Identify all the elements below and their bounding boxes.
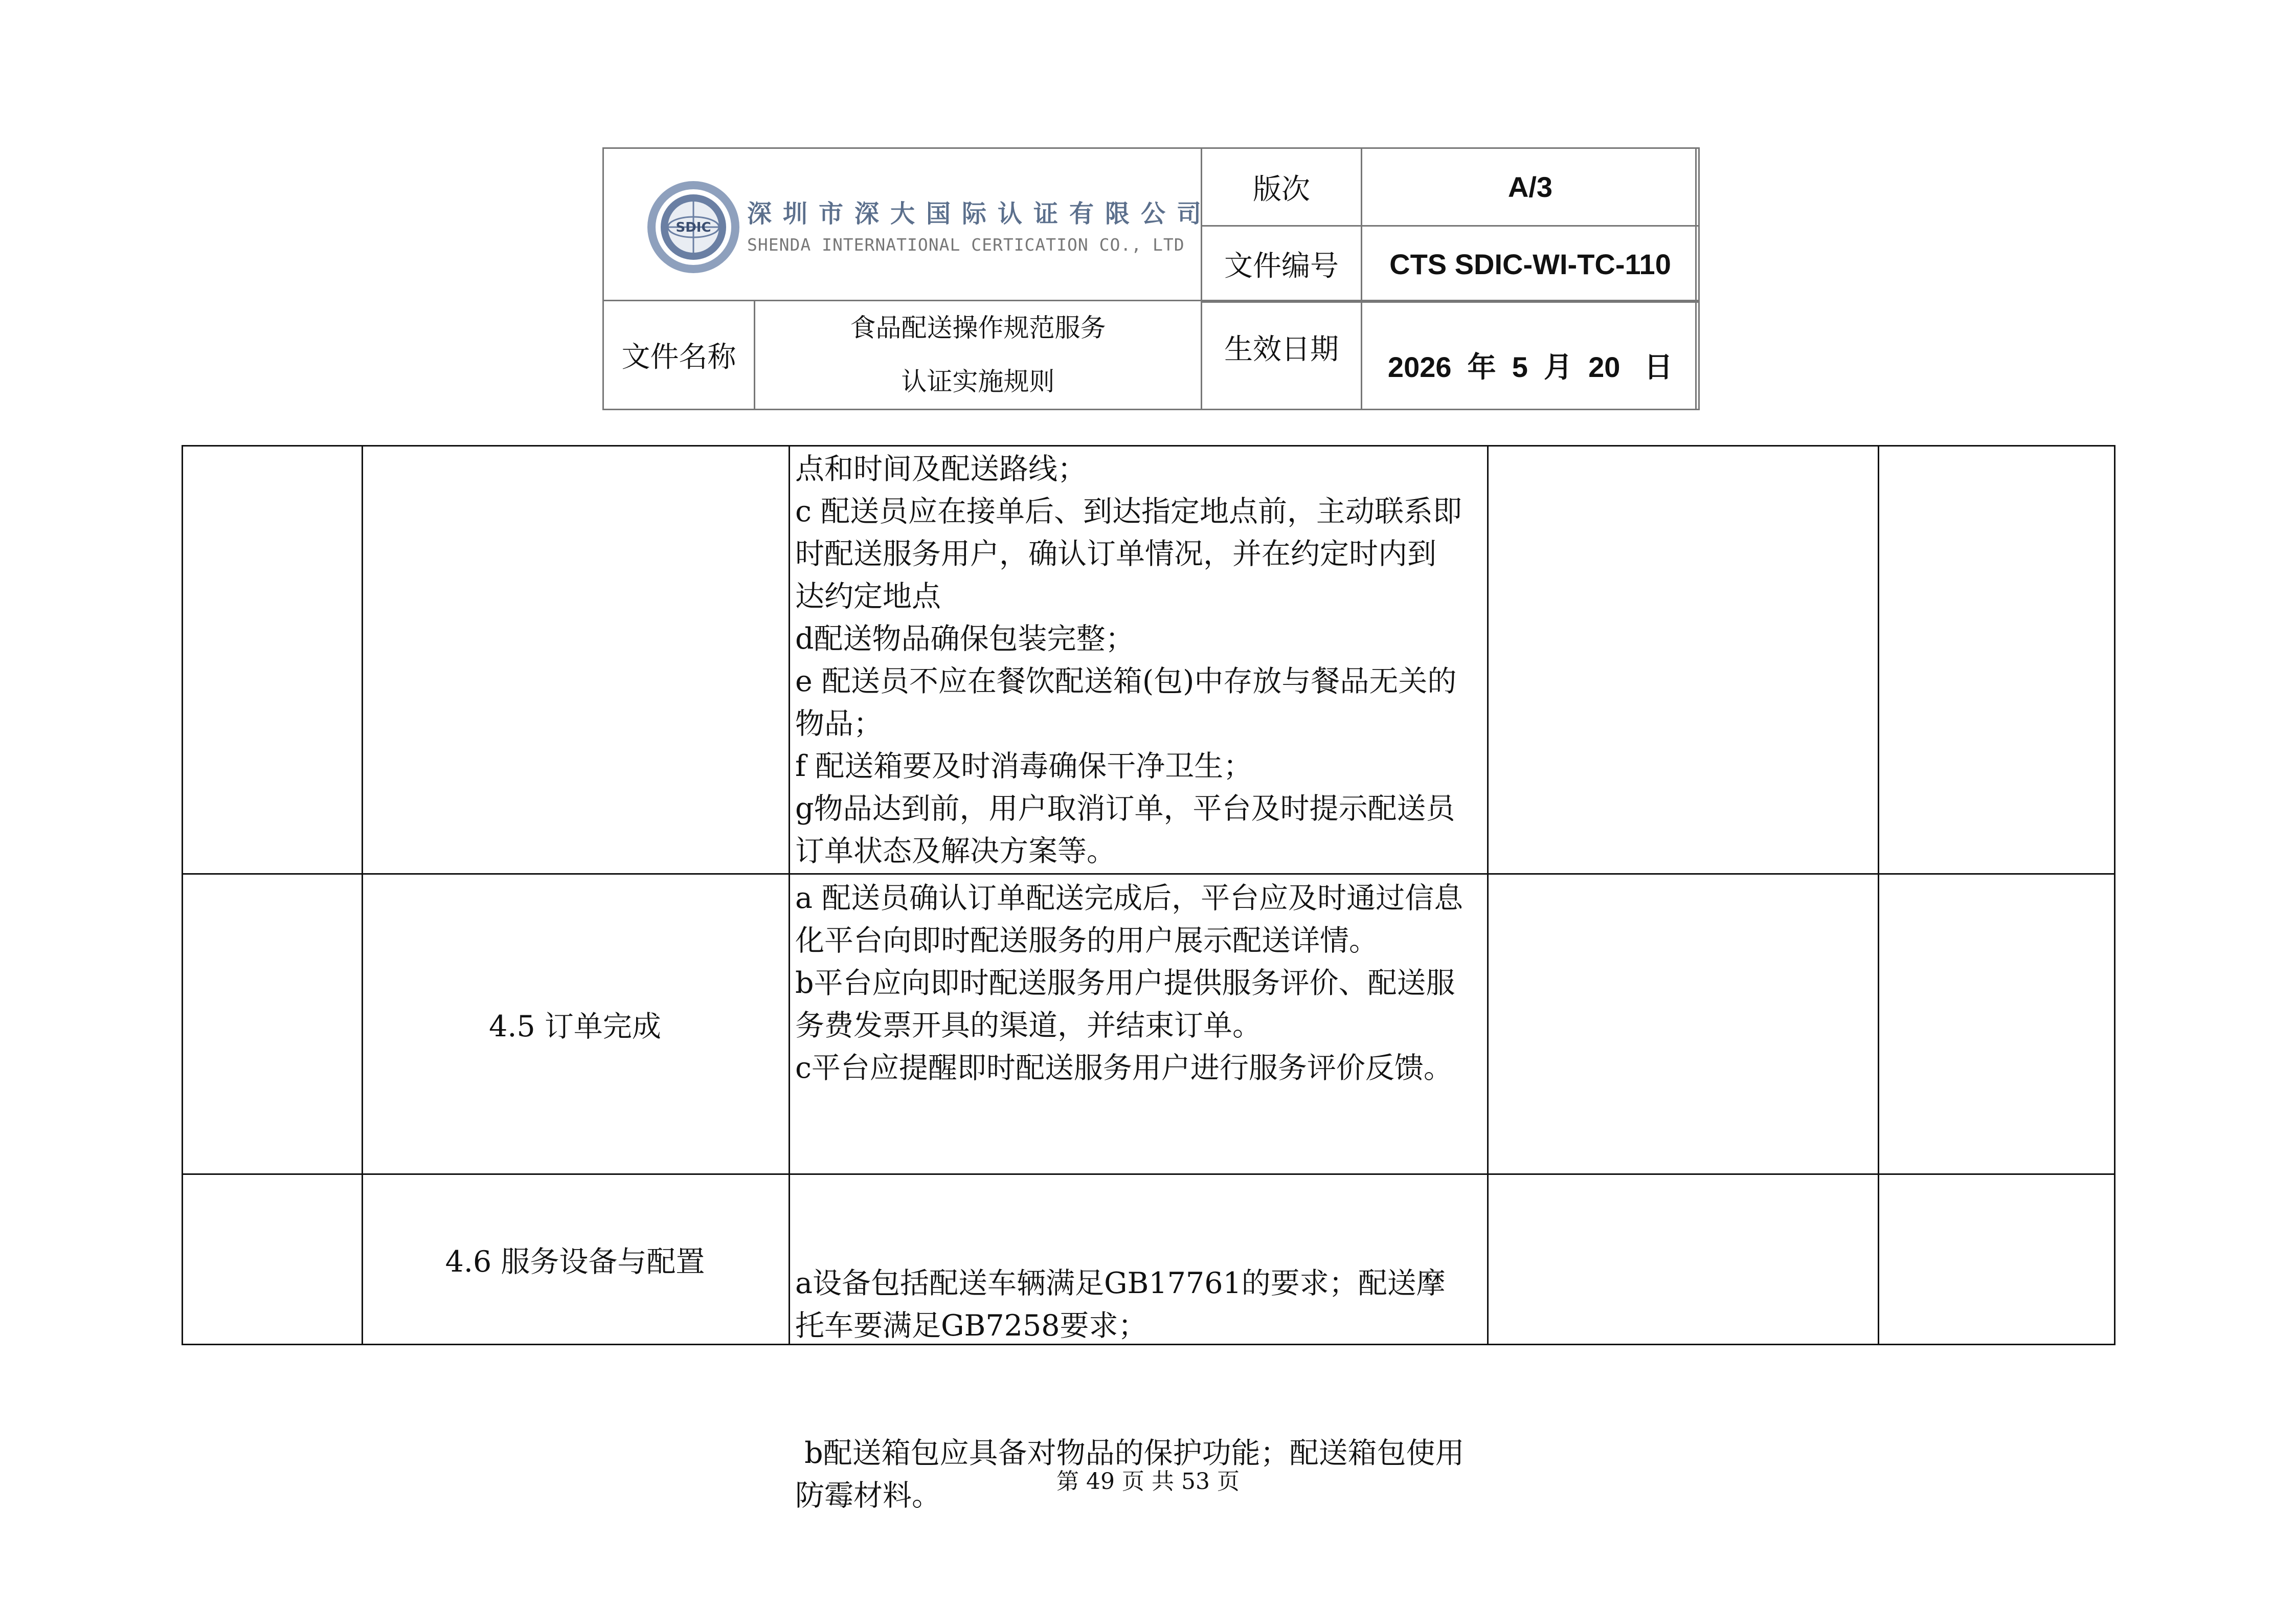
- doc-name-line-1: 食品配送操作规范服务: [850, 313, 1106, 343]
- table-row-content: [795, 877, 1465, 1089]
- company-name-en: SHENDA INTERNATIONAL CERTICATION CO., LTD: [747, 235, 1185, 255]
- table-column-divider: [1487, 445, 1489, 1345]
- company-name-cn: 深圳市深大国际认证有限公司: [747, 199, 1213, 228]
- table-column-divider: [1878, 445, 1879, 1345]
- table-row-content: [795, 448, 1465, 873]
- content-line: a 配送员确认订单配送完成后，平台应及时通过信息化平台向即时配送服务的用户展示配送详情。: [795, 881, 1464, 958]
- doc-name-value: [754, 300, 1202, 410]
- document-header: [602, 147, 1697, 410]
- doc-number-label: 文件编号: [1201, 225, 1362, 303]
- doc-name-line-2: 认证实施规则: [901, 367, 1055, 396]
- content-line: e 配送员不应在餐饮配送箱(包)中存放与餐品无关的物品；: [795, 664, 1457, 741]
- table-border-left: [182, 445, 183, 1345]
- table-column-divider: [789, 445, 790, 1345]
- table-border-right: [2114, 445, 2115, 1345]
- company-logo: [645, 179, 1213, 281]
- content-line: f 配送箱要及时消毒确保干净卫生；: [795, 749, 1253, 783]
- seal-text: SDIC: [676, 220, 711, 235]
- content-line: d配送物品确保包装完整；: [795, 622, 1135, 656]
- table-row-content: [795, 1177, 1465, 1602]
- content-line: b配送箱包应具备对物品的保护功能；配送箱包使用防霉材料。: [795, 1436, 1465, 1512]
- content-line: a设备包括配送车辆满足GB17761的要求；配送摩托车要满足GB7258要求；: [795, 1266, 1446, 1343]
- content-line: c 配送员应在接单后、到达指定地点前，主动联系即时配送服务用户，确认订单情况，并在约定时内到达约定地点: [795, 495, 1462, 613]
- content-line: c平台应提醒即时配送服务用户进行服务评价反馈。: [795, 1051, 1453, 1085]
- version-value: A/3: [1361, 147, 1700, 227]
- content-line: b平台应向即时配送服务用户提供服务评价、配送服务费发票开具的渠道，并结束订单。: [795, 966, 1455, 1042]
- content-line: 点和时间及配送路线；: [795, 452, 1087, 486]
- version-label: 版次: [1201, 147, 1362, 227]
- doc-name-label: 文件名称: [602, 300, 755, 410]
- table-row-item: 4.6 服务设备与配置: [445, 1245, 705, 1279]
- table-row-item: 4.5 订单完成: [489, 1010, 661, 1043]
- table-row-item: [362, 447, 789, 873]
- doc-number-value: CTS SDIC-WI-TC-110: [1361, 225, 1700, 303]
- effective-date-value: 2026 年 5 月 20 日: [1361, 300, 1700, 410]
- content-line: g物品达到前，用户取消订单，平台及时提示配送员订单状态及解决方案等。: [795, 792, 1455, 868]
- effective-date-label: 生效日期: [1201, 300, 1362, 410]
- page-number: 第 49 页 共 53 页: [1056, 1469, 1240, 1495]
- logo-cell: [602, 147, 1213, 301]
- company-seal-icon: [645, 179, 742, 276]
